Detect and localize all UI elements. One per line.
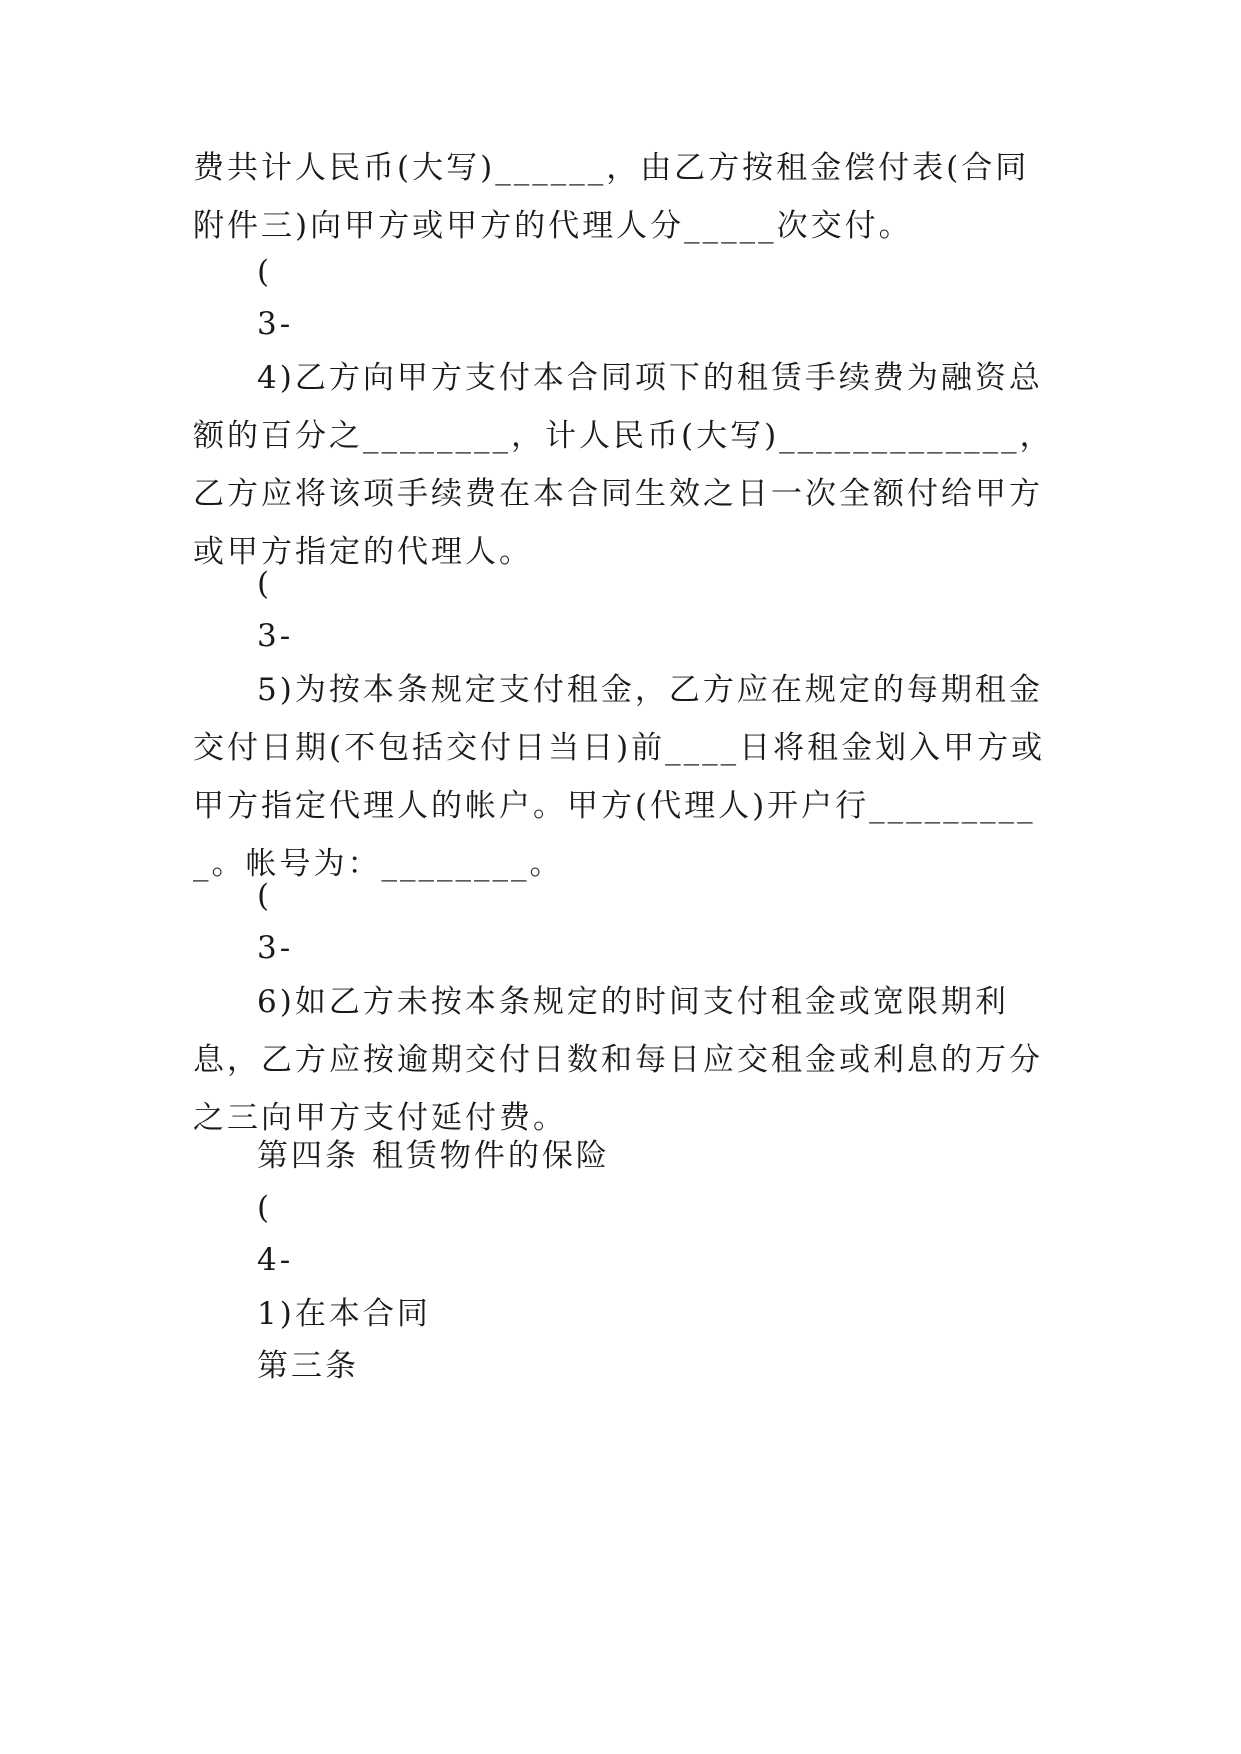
paragraph-late-fee: 6)如乙方未按本条规定的时间支付租金或宽限期利息，乙方应按逾期交付日数和每日应交租金或利息的万分之三向甲方支付延付费。: [193, 984, 1043, 1136]
clause-number: 3-: [257, 618, 294, 654]
clause-number: 3-: [257, 306, 294, 342]
paragraph-rent-payment: 费共计人民币(大写)______，由乙方按租金偿付表(合同附件三)向甲方或甲方的代理人分_____次交付。: [193, 150, 1030, 244]
paren-marker: (: [257, 878, 273, 914]
paren-marker: (: [257, 1190, 273, 1226]
paragraph-handling-fee: 4)乙方向甲方支付本合同项下的租赁手续费为融资总额的百分之________，计人民币(大写)_____________，乙方应将该项手续费在本合同生效之日一次全额付给甲方或甲方指定的代理人。: [193, 360, 1054, 570]
paragraph-payment-account: 5)为按本条规定支付租金，乙方应在规定的每期租金交付日期(不包括交付日当日)前____日将租金划入甲方或甲方指定代理人的帐户。甲方(代理人)开户行__________。帐号为：________。: [193, 672, 1046, 882]
article-heading-fragment: 第三条: [257, 1348, 359, 1384]
clause-number: 4-: [257, 1242, 294, 1278]
paragraph-fragment: 1)在本合同: [257, 1296, 431, 1332]
paren-marker: (: [257, 254, 273, 290]
article-heading-insurance: 第四条 租赁物件的保险: [257, 1138, 610, 1174]
paren-marker: (: [257, 566, 273, 602]
clause-number: 3-: [257, 930, 294, 966]
